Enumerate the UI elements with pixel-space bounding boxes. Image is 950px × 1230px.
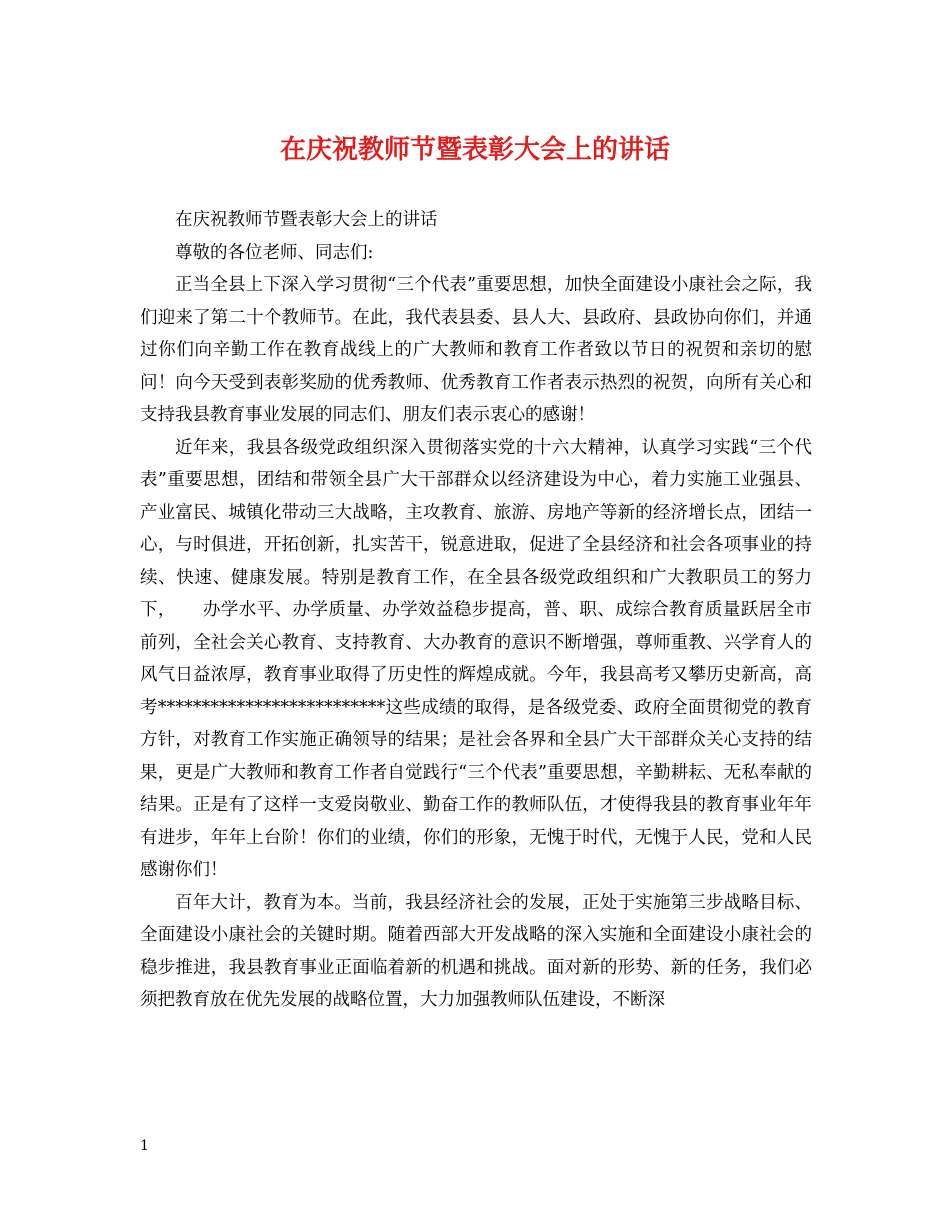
document-body bbox=[140, 204, 812, 1017]
paragraph: 尊敬的各位老师、同志们: bbox=[175, 242, 374, 263]
paragraph: 百年大计，教育为本。当前，我县经济社会的发展，正处于实施第三步战略目标、全面建设小康社会的关键时期。随着西部大开发战略的深入实施和全面建设小康社会的稳步推进，我县教育事业正面临着新的机遇和挑战。面对新的形势、新的任务，我们必须把教育放在优先发展的战略位置，大力加强教师队伍建设，不断深 bbox=[140, 892, 812, 1010]
page-number: 1 bbox=[140, 1138, 149, 1154]
paragraph: 近年来，我县各级党政组织深入贯彻落实党的十六大精神，认真学习实践“三个代表”重要思想，团结和带领全县广大干部群众以经济建设为中心，着力实施工业强县、产业富民、城镇化带动三大战略，主攻教育、旅游、房地产等新的经济增长点，团结一心，与时俱进，开拓创新，扎实苦干，锐意进取，促进了全县经济和社会各项事业的持续、快速、健康发展。特别是教育工作，在全县各级党政组织和广大教职员工的努力下， 办学水平、办学质量、办学效益稳步提高，普、职、成综合教育质量跃居全市前列，全社会关心教育、支持教育、大办教育的意识不断增强，尊师重教、兴学育人的风气日益浓厚，教育事业取得了历史性的辉煌成就。今年，我县高考又攀历史新高，高考**************************这些成绩的取得，是各级党委、政府全面贯彻党的教育方针，对教育工作实施正确领导的结果；是社会各界和全县广大干部群众关心支持的结果，更是广大教师和教育工作者自觉践行“三个代表”重要思想，辛勤耕耘、无私奉献的结果。正是有了这样一支爱岗敬业、勤奋工作的教师队伍，才使得我县的教育事业年年有进步，年年上台阶！你们的业绩，你们的形象，无愧于时代，无愧于人民，党和人民感谢你们！ bbox=[140, 437, 812, 880]
paragraph: 正当全县上下深入学习贯彻“三个代表”重要思想，加快全面建设小康社会之际，我们迎来了第二十个教师节。在此，我代表县委、县人大、县政府、县政协向你们，并通过你们向辛勤工作在教育战线上的广大教师和教育工作者致以节日的祝贺和亲切的慰问！向今天受到表彰奖励的优秀教师、优秀教育工作者表示热烈的祝贺，向所有关心和支持我县教育事业发展的同志们、朋友们表示衷心的感谢！ bbox=[140, 275, 812, 425]
paragraph: 在庆祝教师节暨表彰大会上的讲话 bbox=[175, 210, 438, 230]
document-title: 在庆祝教师节暨表彰大会上的讲话 bbox=[279, 135, 670, 165]
